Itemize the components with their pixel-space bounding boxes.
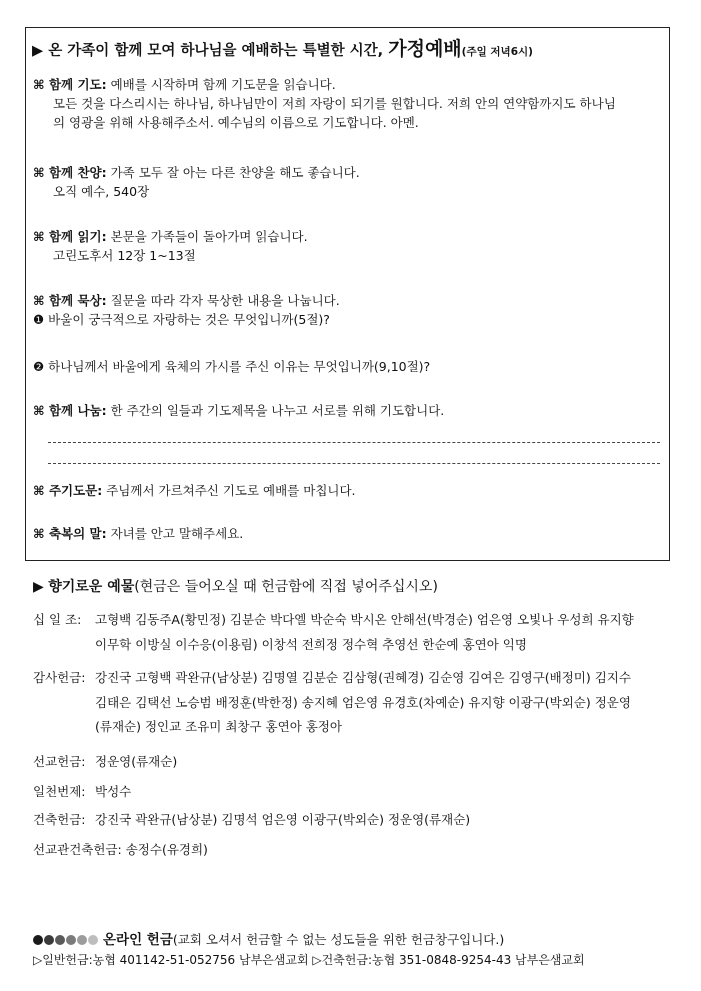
reading-desc: 본문을 가족들이 돌아가며 읽습니다. xyxy=(106,229,308,244)
offering-note: (현금은 들어오실 때 헌금함에 직접 넣어주십시오) xyxy=(134,579,438,595)
tithe-names-line1: 고형백 김동주A(황민정) 김분순 박다엘 박순숙 박시온 안해선(박경순) 엄은영 오빛나 우성희 유지향 xyxy=(95,612,634,627)
thanks-names-line2: 김태은 김택선 노승범 배정훈(박한정) 송지혜 엄은영 유경호(차예순) 유지향 이광구(박외순) 정운영 xyxy=(95,694,631,710)
mission-building-label: 선교관건축헌금: xyxy=(33,842,122,857)
worship-header xyxy=(32,34,533,61)
meditation-question-1: ❶ 바울이 궁극적으로 자랑하는 것은 무엇입니까(5절)? xyxy=(33,312,330,327)
meditation-label: ⌘ 함께 묵상: xyxy=(33,293,107,308)
tithe-names-line2: 이무학 이방실 이수응(이용림) 이창석 전희정 정수혁 추영선 한순예 홍연아 익명 xyxy=(95,636,527,652)
offering-header xyxy=(33,576,438,596)
mission-list xyxy=(33,750,177,775)
meditation-section xyxy=(33,291,340,329)
first-fruit-names: 박성수 xyxy=(95,784,132,799)
mission-building-list xyxy=(33,838,208,863)
praise-song: 오직 예수, 540장 xyxy=(53,184,150,199)
sharing-section xyxy=(33,401,444,420)
blessing-section xyxy=(33,524,243,543)
family-worship-box xyxy=(25,27,670,561)
lords-prayer-section xyxy=(33,481,356,500)
dot-1 xyxy=(33,935,43,945)
reading-label: ⌘ 함께 읽기: xyxy=(33,229,107,244)
mission-names: 정운영(류재순) xyxy=(95,754,178,769)
reading-passage: 고린도후서 12장 1~13절 xyxy=(53,248,196,263)
offering-arrow: ▶ xyxy=(33,579,49,595)
online-offering-header xyxy=(33,928,504,948)
thanks-label: 감사헌금: xyxy=(33,670,86,685)
building-names: 강진국 곽완규(남상분) 김명석 엄은영 이광구(박외순) 정운영(류재순) xyxy=(95,812,471,827)
thanks-list xyxy=(33,666,631,740)
praise-label: ⌘ 함께 찬양: xyxy=(33,165,107,180)
blessing-desc: 자녀를 안고 말해주세요. xyxy=(106,526,244,541)
tithe-list xyxy=(33,608,634,657)
tithe-label: 십 일 조: xyxy=(33,612,82,627)
online-note: (교회 오셔서 헌금할 수 없는 성도들을 위한 헌금창구입니다.) xyxy=(172,932,505,947)
first-fruit-list xyxy=(33,780,131,805)
meditation-desc: 질문을 따라 각자 묵상한 내용을 나눕니다. xyxy=(106,293,340,308)
meditation-question-2: ❷ 하나님께서 바울에게 육체의 가시를 주신 이유는 무엇입니까(9,10절)? xyxy=(33,359,431,374)
building-label: 건축헌금: xyxy=(33,812,86,827)
praise-section xyxy=(33,163,360,201)
prayer-text-line1: 모든 것을 다스리시는 하나님, 하나님만이 저희 자랑이 되기를 원합니다. 저희 안의 연약함까지도 하나님 xyxy=(53,96,616,111)
decorative-dots-icon xyxy=(33,932,99,947)
sharing-label: ⌘ 함께 나눔: xyxy=(33,403,107,418)
reading-section xyxy=(33,227,308,265)
prayer-desc: 예배를 시작하며 함께 기도문을 읽습니다. xyxy=(106,77,336,92)
thanks-names-line3: (류재순) 정인교 조유미 최창구 홍연아 홍정아 xyxy=(95,719,342,734)
prayer-label: ⌘ 함께 기도: xyxy=(33,77,107,92)
writing-line-1 xyxy=(48,442,660,443)
worship-time: (주일 저녁6시) xyxy=(461,46,533,58)
dot-6 xyxy=(88,935,98,945)
praise-desc: 가족 모두 잘 아는 다른 찬양을 해도 좋습니다. xyxy=(106,165,360,180)
blessing-label: ⌘ 축복의 말: xyxy=(33,526,107,541)
mission-label: 선교헌금: xyxy=(33,754,86,769)
dot-5 xyxy=(77,935,87,945)
offering-title: 향기로운 예물 xyxy=(48,579,135,595)
worship-title: 가정예배 xyxy=(388,38,462,60)
dot-3 xyxy=(55,935,65,945)
thanks-names-line1: 강진국 고형백 곽완규(남상분) 김명열 김분순 김삼형(권혜경) 김순영 김여은 김영구(배정미) 김지수 xyxy=(95,670,631,685)
writing-line-2 xyxy=(48,463,660,464)
mission-building-names: 송정수(유경희) xyxy=(125,842,208,857)
worship-header-prefix: ▶ 온 가족이 함께 모여 하나님을 예배하는 특별한 시간, xyxy=(32,43,389,59)
building-list xyxy=(33,808,470,833)
prayer-text-line2: 의 영광을 위해 사용해주소서. 예수님의 이름으로 기도합니다. 아멘. xyxy=(53,115,419,130)
dot-2 xyxy=(44,935,54,945)
online-title: 온라인 헌금 xyxy=(102,932,173,948)
first-fruit-label: 일천번제: xyxy=(33,784,86,799)
online-accounts: ▷일반헌금:농협 401142-51-052756 남부은샘교회 ▷건축헌금:농협 351-0848-9254-43 남부은샘교회 xyxy=(33,953,585,967)
dot-4 xyxy=(66,935,76,945)
lords-prayer-desc: 주님께서 가르쳐주신 기도로 예배를 마칩니다. xyxy=(102,483,356,498)
sharing-desc: 한 주간의 일들과 기도제목을 나누고 서로를 위해 기도합니다. xyxy=(106,403,445,418)
lords-prayer-label: ⌘ 주기도문: xyxy=(33,483,103,498)
prayer-section xyxy=(33,75,616,132)
